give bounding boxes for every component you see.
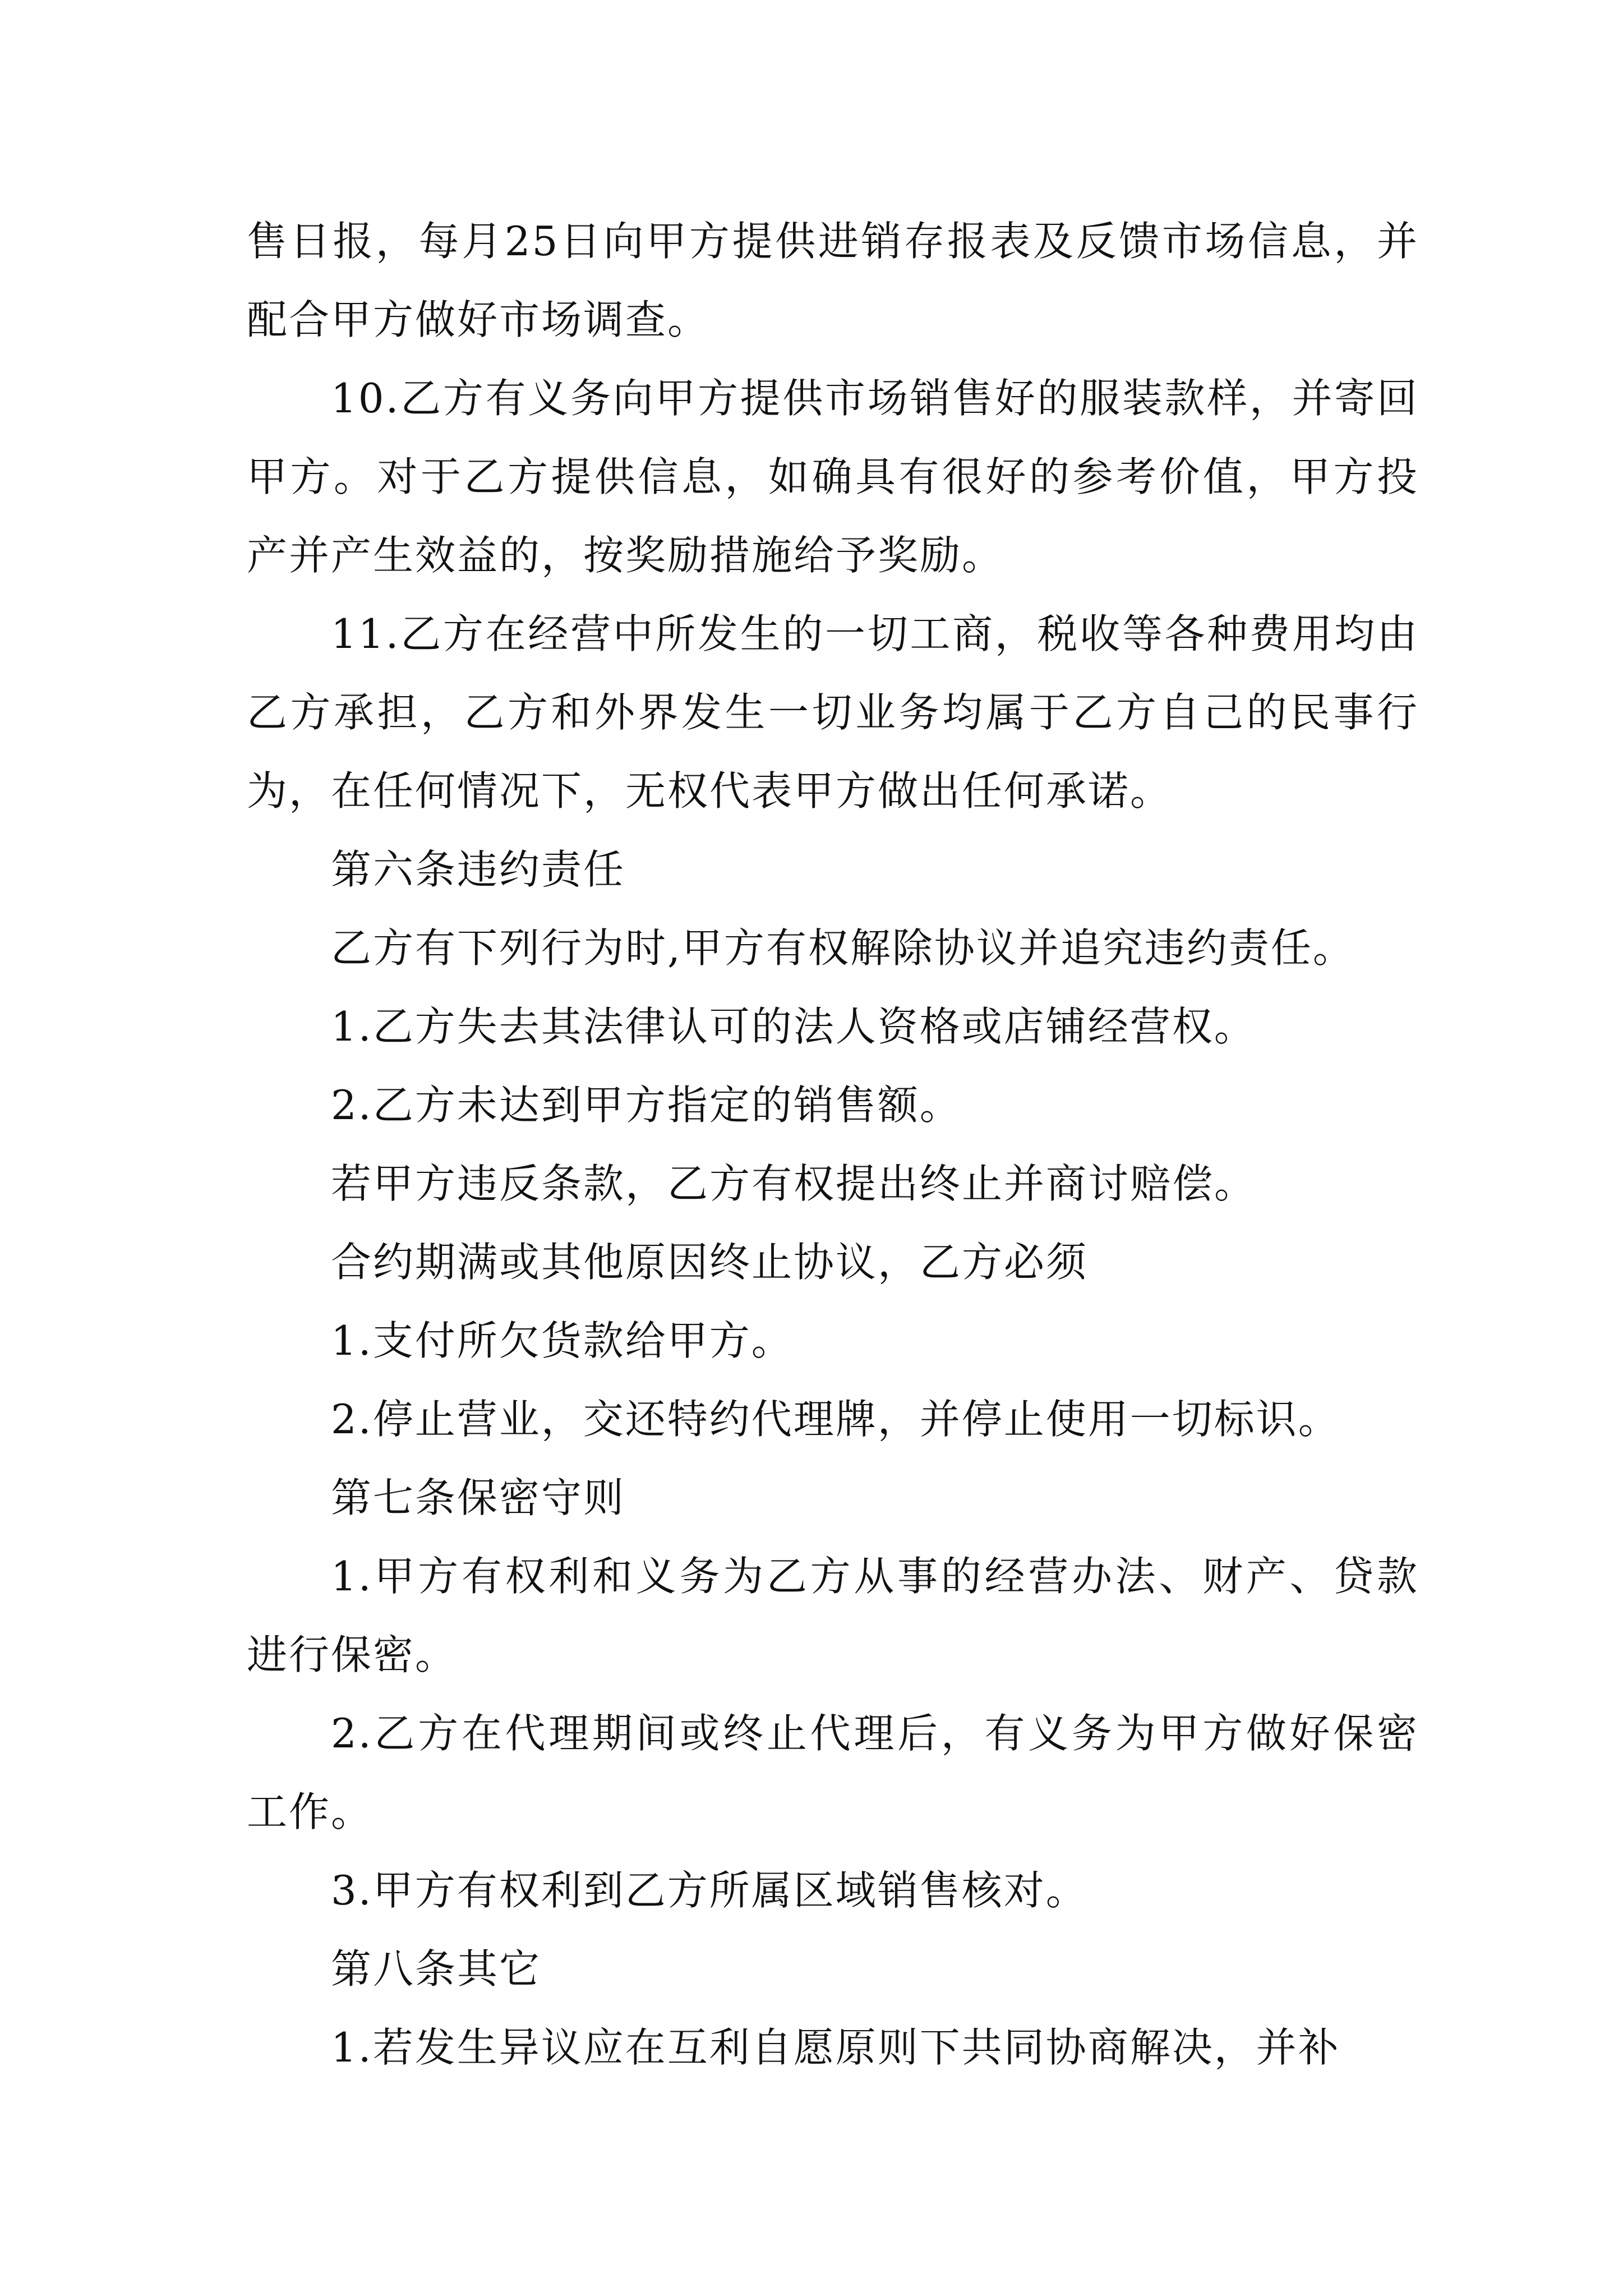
paragraph-confidential-2: 2.乙方在代理期间或终止代理后，有义务为甲方做好保密工作。 <box>247 1710 1419 1835</box>
heading-article-8: 第八条其它 <box>331 1945 542 1993</box>
paragraph-termination-intro: 合约期满或其他原因终止协议，乙方必须 <box>331 1239 1089 1286</box>
paragraph-confidential-3: 3.甲方有权利到乙方所属区域销售核对。 <box>331 1867 1088 1914</box>
document-body <box>247 202 1419 2087</box>
paragraph-termination-1: 1.支付所欠货款给甲方。 <box>331 1317 794 1364</box>
paragraph-breach-1: 1.乙方失去其法律认可的法人资格或店铺经营权。 <box>331 1003 1256 1050</box>
heading-article-6: 第六条违约责任 <box>331 846 626 893</box>
paragraph-confidential-1: 1.甲方有权利和义务为乙方从事的经营办法、财产、贷款进行保密。 <box>247 1553 1419 1678</box>
paragraph-item-9-continuation: 售日报，每月25日向甲方提供进销存报表及反馈市场信息，并配合甲方做好市场调查。 <box>247 218 1419 343</box>
paragraph-breach-intro: 乙方有下列行为时,甲方有权解除协议并追究违约责任。 <box>331 924 1355 972</box>
paragraph-item-10: 10.乙方有义务向甲方提供市场销售好的服装款样，并寄回甲方。对于乙方提供信息，如确具有很好的参考价值，甲方投产并产生效益的，按奖励措施给予奖励。 <box>247 375 1419 579</box>
paragraph-other-1: 1.若发生异议应在互利自愿原则下共同协商解决，并补 <box>331 2024 1340 2071</box>
paragraph-item-11: 11.乙方在经营中所发生的一切工商，税收等各种费用均由乙方承担，乙方和外界发生一切业务均属于乙方自己的民事行为，在任何情况下，无权代表甲方做出任何承诺。 <box>247 610 1419 815</box>
paragraph-party-a-breach: 若甲方违反条款，乙方有权提出终止并商讨赔偿。 <box>331 1160 1257 1207</box>
heading-article-7: 第七条保密守则 <box>331 1474 626 1521</box>
paragraph-breach-2: 2.乙方未达到甲方指定的销售额。 <box>331 1082 962 1129</box>
paragraph-termination-2: 2.停止营业，交还特约代理牌，并停止使用一切标识。 <box>331 1396 1340 1443</box>
